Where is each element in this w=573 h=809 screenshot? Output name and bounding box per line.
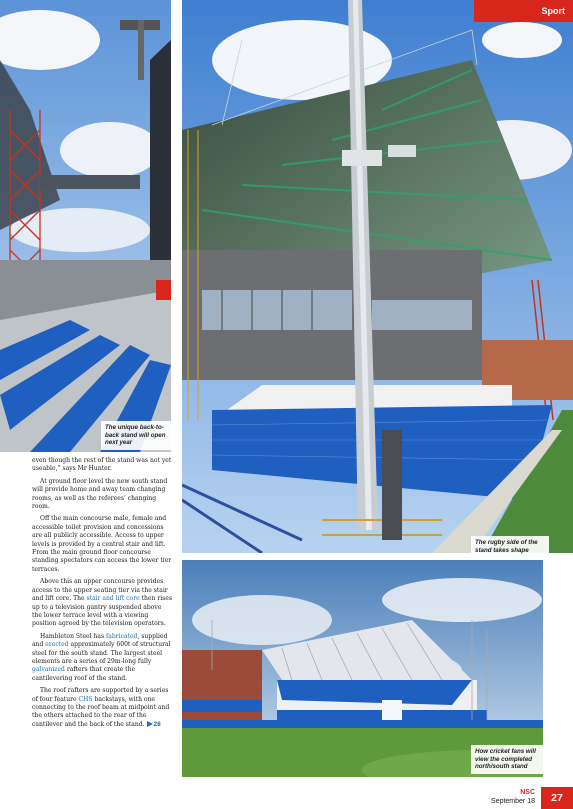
article-body	[32, 457, 172, 733]
footer-brand: NSC	[520, 789, 535, 796]
galvanized-link[interactable]: galvanized	[32, 666, 65, 674]
article-paragraph: At ground floor level the new south stand will provide home and away team changing rooms, as well as the referees’ changing room.	[32, 477, 168, 511]
continued-marker[interactable]: 28	[147, 721, 161, 728]
photo-back-stand	[0, 0, 171, 452]
caption-rugby-side: The rugby side of the stand takes shape	[471, 536, 549, 557]
chs-link[interactable]: CHS	[78, 695, 93, 703]
section-tag-sport: Sport	[474, 0, 573, 22]
article-paragraph: even though the rest of the stand was not yet useable,” says Mr Hunter.	[32, 457, 172, 473]
arrow-right-icon	[147, 721, 153, 727]
footer-date: September 18	[491, 798, 535, 805]
photo-rugby-side	[182, 0, 573, 553]
page-number: 27	[541, 787, 573, 809]
caption-cricket-view: How cricket fans will view the completed north/south stand	[471, 745, 549, 774]
article-paragraph: Hambleton Steel has fabricated, supplied and erected approximately 600t of structural steel for the south stand. The largest steel elements are a series of 29m-long fully galvanized rafters that create the cantilevering roof of the stand.	[32, 632, 171, 682]
article-paragraph: The roof rafters are supported by a series of four feature CHS backstays, with one connecting to the roof beam at midpoint and the others attached to the rear of the cantilever and the back of the stand. 28	[32, 687, 170, 728]
stair-lift-core-link[interactable]: stair and lift core	[86, 595, 140, 603]
caption-back-stand: The unique back-to-back stand will open next year	[101, 421, 173, 450]
fabricated-link[interactable]: fabricated	[106, 632, 138, 640]
article-paragraph: Off the main concourse male, female and accessible toilet provision and concessions are all publicly accessible. Access to upper levels is provided by a central stair and lift. From the main ground floor concourse standing spectators can access the lower tier terraces.	[32, 515, 172, 573]
article-paragraph: Above this an upper concourse provides access to the upper seating tier via the stair and lift core. The stair and lift core then rises up to a television gantry suspended above the lower terrace level with a viewing position agreed by the television operators.	[32, 578, 172, 628]
erected-link[interactable]: erected	[45, 641, 69, 649]
